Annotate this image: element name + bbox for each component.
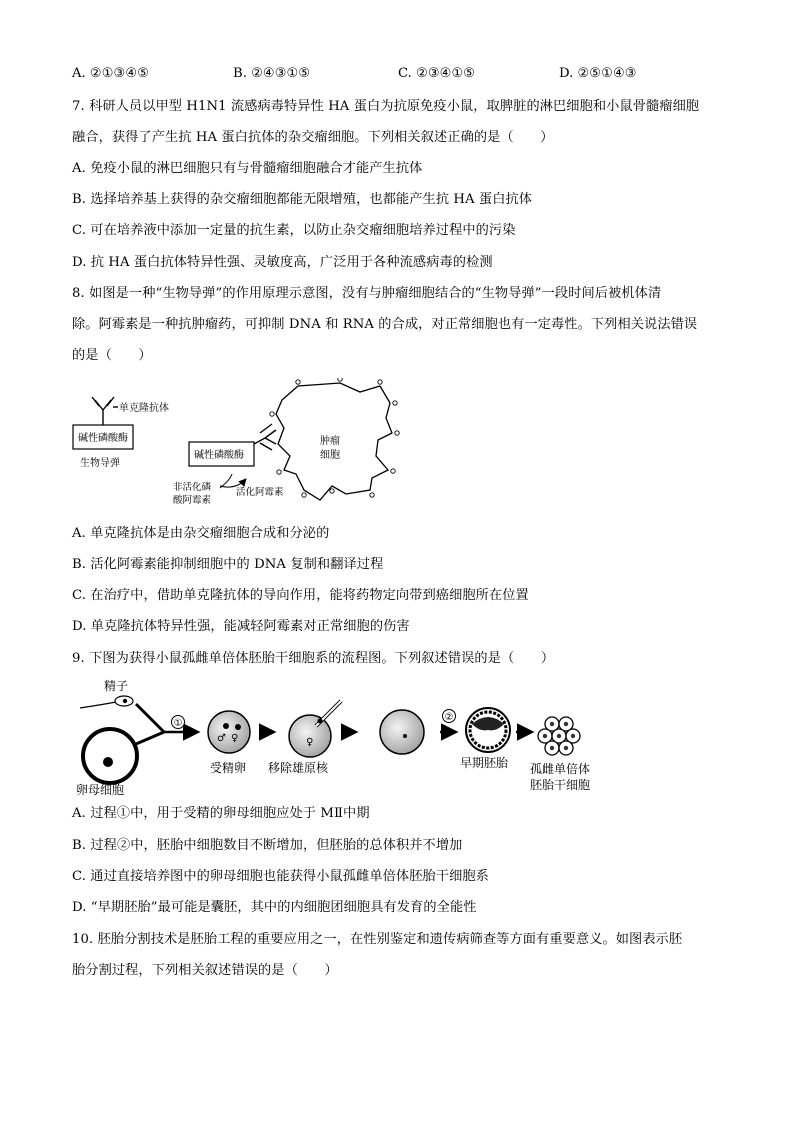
- enzyme-label: 碱性磷酸酶: [78, 433, 128, 444]
- early-embryo-label: 早期胚胎: [460, 756, 509, 770]
- q7-stem-line: 7. 科研人员以甲型 H1N1 流感病毒特异性 HA 蛋白为抗原免疫小鼠，取脾脏的淋巴细胞和小鼠骨髓瘤细胞: [72, 99, 700, 114]
- q9-stem-line: 9. 下图为获得小鼠孤雌单倍体胚胎干细胞系的流程图。下列叙述错误的是（ ）: [72, 651, 555, 666]
- q8-stem-line: 8. 如图是一种“生物导弹”的作用原理示意图，没有与肿瘤细胞结合的“生物导弹”一段时间后被机体清: [72, 286, 662, 301]
- inactive-drug-label: 非活化磷: [173, 482, 212, 493]
- q6-options: [72, 66, 732, 84]
- bound-antibody-icon: [254, 424, 276, 450]
- conversion-arrow: [220, 479, 246, 487]
- missile-label: 生物导弹: [80, 458, 120, 469]
- q9-option-c[interactable]: C. 通过直接培养图中的卵母细胞也能获得小鼠孤雌单倍体胚胎干细胞系: [72, 869, 489, 884]
- q7-stem-line: 融合，获得了产生抗 HA 蛋白抗体的杂交瘤细胞。下列相关叙述正确的是（ ）: [72, 130, 554, 145]
- stem-cell-label: 胚胎干细胞: [530, 778, 591, 792]
- egg-cell-icon: [83, 729, 137, 783]
- q8-stem-line: 除。阿霉素是一种抗肿瘤药，可抑制 DNA 和 RNA 的合成，对正常细胞也有一定毒性。下列相关说法错误: [72, 317, 698, 332]
- enzyme-label-bound: 碱性磷酸酶: [194, 450, 244, 461]
- step-1-label: ①: [173, 718, 183, 729]
- q8-option-d[interactable]: D. 单克隆抗体特异性强，能减轻阿霉素对正常细胞的伤害: [72, 619, 410, 634]
- tumor-label: 细胞: [320, 450, 340, 461]
- stem-cell-label: 孤雌单倍体: [530, 762, 591, 776]
- q6-option-a[interactable]: A. ②①③④⑤: [72, 66, 150, 81]
- q6-option-d[interactable]: D. ②⑤①④③: [559, 66, 637, 81]
- q6-option-b[interactable]: B. ②④③①⑤: [233, 66, 311, 81]
- active-drug-label: 活化阿霉素: [236, 487, 284, 498]
- q9-option-d[interactable]: D. “早期胚胎”最可能是囊胚，其中的内细胞团细胞具有发育的全能性: [72, 900, 477, 915]
- remove-label: 移除雄原核: [268, 761, 329, 775]
- sperm-label: 精子: [104, 679, 129, 693]
- q8-option-a[interactable]: A. 单克隆抗体是由杂交瘤细胞合成和分泌的: [72, 526, 330, 541]
- haploid-egg-icon: [380, 710, 424, 754]
- q8-option-c[interactable]: C. 在治疗中，借助单克隆抗体的导向作用，能将药物定向带到癌细胞所在位置: [72, 588, 529, 603]
- q8-option-b[interactable]: B. 活化阿霉素能抑制细胞中的 DNA 复制和翻译过程: [72, 557, 384, 572]
- q9-option-b[interactable]: B. 过程②中，胚胎中细胞数目不断增加，但胚胎的总体积并不增加: [72, 838, 463, 853]
- stem-cells-icon: [538, 717, 580, 755]
- inactive-drug-label: 酸阿霉素: [173, 495, 212, 506]
- mab-label: 单克隆抗体: [119, 403, 169, 414]
- fertilized-label: 受精卵: [210, 761, 247, 775]
- q7-option-b[interactable]: B. 选择培养基上获得的杂交瘤细胞都能无限增殖，也都能产生抗 HA 蛋白抗体: [72, 192, 533, 207]
- q7-option-a[interactable]: A. 免疫小鼠的淋巴细胞只有与骨髓瘤细胞融合才能产生抗体: [72, 161, 423, 176]
- sperm-icon: [80, 696, 133, 708]
- early-embryo-icon: [466, 708, 510, 752]
- tumor-label: 肿瘤: [320, 436, 340, 447]
- q7-option-d[interactable]: D. 抗 HA 蛋白抗体特异性强、灵敏度高，广泛用于各种流感病毒的检测: [72, 255, 493, 270]
- female-symbol: ♀: [306, 737, 314, 748]
- q6-option-c[interactable]: C. ②③④①⑤: [398, 66, 476, 81]
- q7-option-c[interactable]: C. 可在培养液中添加一定量的抗生素，以防止杂交瘤细胞培养过程中的污染: [72, 223, 516, 238]
- antibody-icon: [92, 397, 118, 425]
- q10-stem-line: 胎分割过程，下列相关叙述错误的是（ ）: [72, 963, 338, 978]
- merge-lines: [136, 704, 198, 744]
- haploid-stem-cell-flowchart: [76, 674, 616, 798]
- step-2-label: ②: [444, 712, 454, 723]
- q8-stem-line: 的是（ ）: [72, 348, 152, 363]
- egg-label: 卵母细胞: [76, 783, 125, 797]
- q10-stem-line: 10. 胚胎分割技术是胚胎工程的重要应用之一，在性别鉴定和遗传病筛查等方面有重要意义。如图表示胚: [72, 932, 683, 947]
- male-symbol: ♂: [217, 733, 226, 744]
- fertilized-egg-icon: [208, 711, 250, 753]
- female-symbol: ♀: [231, 733, 239, 744]
- q9-option-a[interactable]: A. 过程①中，用于受精的卵母细胞应处于 MⅡ中期: [72, 806, 370, 821]
- biological-missile-figure: [70, 378, 420, 513]
- pronucleus-removal-icon: [289, 701, 341, 757]
